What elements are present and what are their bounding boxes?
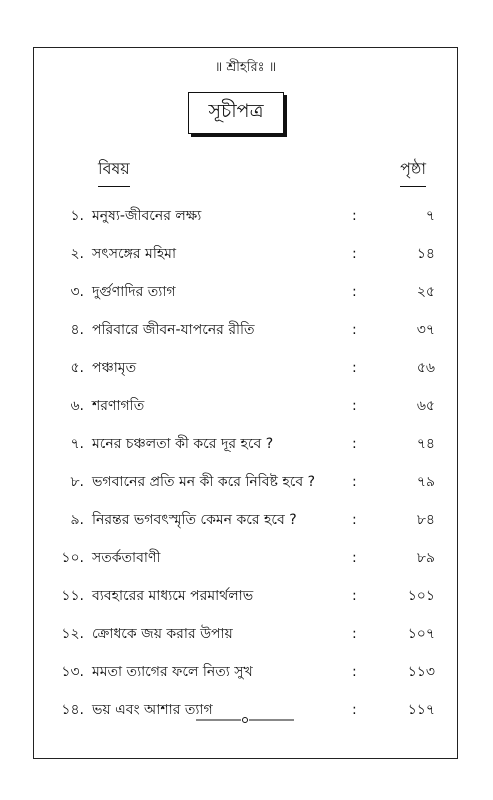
toc-page: ৭ xyxy=(425,208,435,224)
toc-page: ৩৭ xyxy=(416,322,435,338)
toc-colon: : xyxy=(352,664,357,680)
toc-title: ভগবানের প্রতি মন কী করে নিবিষ্ট হবে ? xyxy=(92,474,316,490)
toc-title: মনের চঞ্চলতা কী করে দূর হবে ? xyxy=(92,436,274,452)
toc-number: ২. xyxy=(70,246,84,262)
toc-number: ১০. xyxy=(61,550,84,566)
toc-number: ৬. xyxy=(70,398,84,414)
toc-number: ১১. xyxy=(61,588,84,604)
toc-number: ৯. xyxy=(70,512,84,528)
toc-row[interactable] xyxy=(34,393,457,419)
toc-colon: : xyxy=(352,360,357,376)
toc-page: ১১৭ xyxy=(407,702,435,718)
toc-page: ৮৯ xyxy=(416,550,435,566)
toc-row[interactable] xyxy=(34,583,457,609)
toc-page: ৭৯ xyxy=(416,474,435,490)
invocation: ॥ শ্রীহরিঃ ॥ xyxy=(214,60,277,75)
page-frame xyxy=(33,47,458,759)
toc-row[interactable] xyxy=(34,469,457,495)
subject-column-header: বিষয় xyxy=(98,156,130,187)
toc-number: ১৩. xyxy=(61,664,84,680)
toc-title: ব্যবহারের মাধ্যমে পরমার্থলাভ xyxy=(92,588,254,604)
toc-number: ৪. xyxy=(70,322,84,338)
toc-colon: : xyxy=(352,208,357,224)
toc-title: দুর্গুণাদির ত্যাগ xyxy=(92,284,176,300)
toc-page: ১৪ xyxy=(416,246,435,262)
toc-page: ১১৩ xyxy=(407,664,435,680)
toc-page: ৬৫ xyxy=(416,398,435,414)
toc-number: ৭. xyxy=(70,436,84,452)
toc-row[interactable] xyxy=(34,545,457,571)
toc-row[interactable] xyxy=(34,317,457,343)
toc-row[interactable] xyxy=(34,507,457,533)
toc-number: ১৪. xyxy=(61,702,84,718)
toc-colon: : xyxy=(352,550,357,566)
toc-colon: : xyxy=(352,512,357,528)
toc-title: সৎসঙ্গের মহিমা xyxy=(92,246,177,262)
toc-page: ১০৭ xyxy=(407,626,435,642)
toc-row[interactable] xyxy=(34,431,457,457)
page-title: সূচীপত্র xyxy=(188,92,284,134)
toc-title: পরিবারে জীবন-যাপনের রীতি xyxy=(92,322,255,338)
toc-number: ৩. xyxy=(70,284,84,300)
toc-title: মমতা ত্যাগের ফলে নিত্য সুখ xyxy=(92,664,253,680)
toc-colon: : xyxy=(352,436,357,452)
toc-row[interactable] xyxy=(34,279,457,305)
toc-title: মনুষ্য-জীবনের লক্ষ্য xyxy=(92,208,202,224)
toc-row[interactable] xyxy=(34,621,457,647)
toc-row[interactable] xyxy=(34,659,457,685)
toc-number: ৮. xyxy=(70,474,84,490)
toc-colon: : xyxy=(352,626,357,642)
toc-colon: : xyxy=(352,702,357,718)
toc-row[interactable] xyxy=(34,203,457,229)
toc-colon: : xyxy=(352,246,357,262)
toc-title: ভয় এবং আশার ত্যাগ xyxy=(92,702,213,718)
toc-title: পঞ্চামৃত xyxy=(92,360,137,376)
toc-colon: : xyxy=(352,588,357,604)
toc-colon: : xyxy=(352,398,357,414)
toc-page: ১০১ xyxy=(407,588,435,604)
toc-number: ৫. xyxy=(70,360,84,376)
toc-colon: : xyxy=(352,474,357,490)
toc-page: ২৫ xyxy=(416,284,435,300)
toc-page: ৭৪ xyxy=(416,436,435,452)
toc-title: ক্রোধকে জয় করার উপায় xyxy=(92,626,233,642)
toc-title: শরণাগতি xyxy=(92,398,145,414)
toc-colon: : xyxy=(352,284,357,300)
toc-title: সতর্কতাবাণী xyxy=(92,550,161,566)
toc-page: ৮৪ xyxy=(416,512,435,528)
toc-row[interactable] xyxy=(34,355,457,381)
toc-number: ১২. xyxy=(61,626,84,642)
toc-number: ১. xyxy=(70,208,84,224)
toc-row[interactable] xyxy=(34,241,457,267)
toc-page: ৫৬ xyxy=(416,360,435,376)
page-column-header: পৃষ্ঠা xyxy=(400,156,426,187)
toc-title: নিরন্তর ভগবৎস্মৃতি কেমন করে হবে ? xyxy=(92,512,297,528)
toc-colon: : xyxy=(352,322,357,338)
bottom-divider-ornament xyxy=(196,715,294,725)
